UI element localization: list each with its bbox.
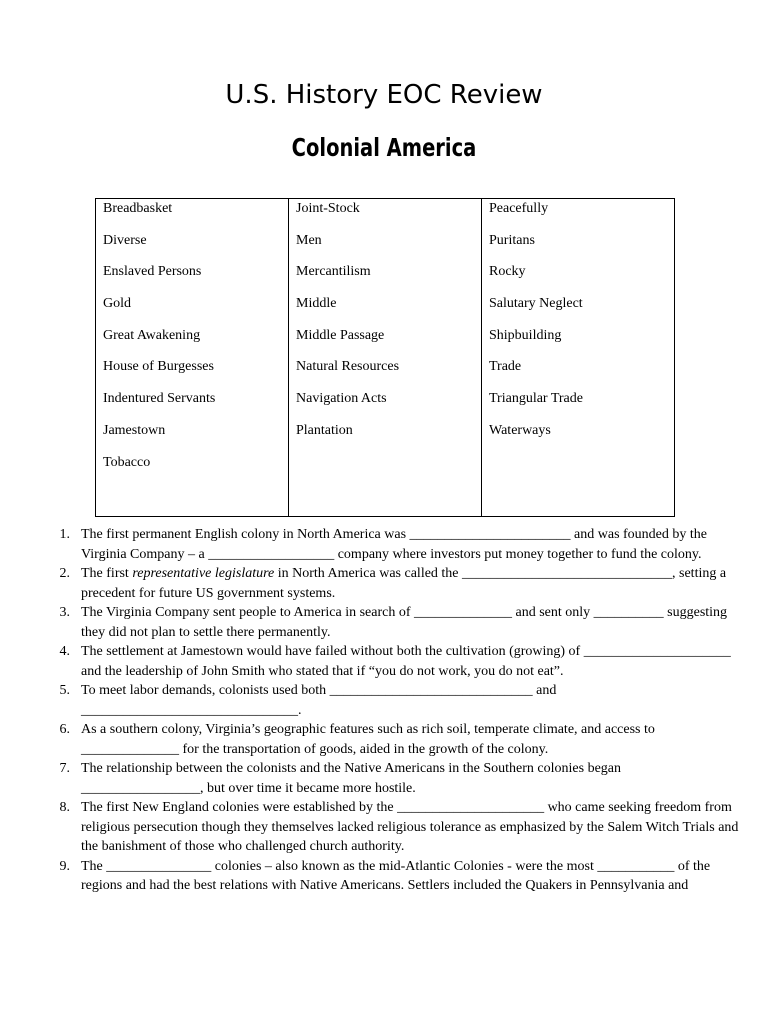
- word-bank-term: Triangular Trade: [489, 391, 583, 407]
- question-number: 8.: [59, 800, 70, 815]
- word-bank-term: Navigation Acts: [296, 391, 387, 407]
- question-emphasis: representative legislature: [132, 566, 275, 581]
- question-text-end: in North America was called the ______________________________, setting a precedent for future US government systems.: [81, 566, 727, 601]
- question-text: To meet labor demands, colonists used both _____________________________ and _______________________________.: [81, 683, 557, 718]
- question-item: [52, 642, 742, 681]
- question-text: The relationship between the colonists and the Native Americans in the Southern colonies began _________________, but over time it became more hostile.: [81, 761, 622, 796]
- word-bank-term: Diverse: [103, 232, 147, 248]
- word-bank-term: Men: [296, 232, 322, 248]
- word-bank-column-3: [482, 199, 674, 516]
- word-bank-term: Great Awakening: [103, 327, 201, 343]
- word-bank-term: Indentured Servants: [103, 391, 216, 407]
- word-bank-term: Trade: [489, 359, 522, 375]
- question-item: [52, 857, 742, 896]
- question-item: [52, 798, 742, 857]
- question-list: [52, 525, 742, 896]
- page-subtitle: Colonial America: [291, 133, 477, 162]
- question-text: The settlement at Jamestown would have failed without both the cultivation (growing) of _____________________ and the leadership of John Smith who stated that if “you do not work, you do not eat”.: [81, 644, 731, 679]
- word-bank-term: Joint-Stock: [296, 201, 360, 216]
- word-bank-term: Puritans: [489, 232, 535, 248]
- question-item: [52, 681, 742, 720]
- word-bank-term: Mercantilism: [296, 264, 371, 280]
- question-text: The _______________ colonies – also known as the mid-Atlantic Colonies - were the most ___________ of the regions and had the best relations with Native Americans. Settlers included the Quakers in Pennsylvania and: [81, 858, 711, 893]
- word-bank-term: Middle: [296, 296, 337, 312]
- question-number: 5.: [59, 683, 70, 698]
- question-number: 2.: [59, 566, 70, 581]
- word-bank-column-1: [96, 199, 289, 516]
- word-bank-column-2: [289, 199, 482, 516]
- question-number: 9.: [59, 858, 70, 874]
- word-bank-term: Jamestown: [103, 422, 166, 438]
- word-bank-term: Natural Resources: [296, 359, 400, 375]
- question-text: The first New England colonies were established by the _____________________ who came seeking freedom from religious persecution though they themselves lacked religious tolerance as emphasized by the Salem Witch Trials and the banishment of those who challenged church authority.: [81, 800, 739, 854]
- question-text: The first permanent English colony in North America was _______________________ and was founded by the Virginia Company – a __________________ company where investors put money together to fund the colony.: [81, 527, 707, 562]
- question-item: [52, 525, 742, 564]
- word-bank-term: Middle Passage: [296, 327, 385, 343]
- word-bank-term: Breadbasket: [103, 201, 173, 216]
- question-number: 7.: [59, 761, 70, 776]
- word-bank-term: Salutary Neglect: [489, 296, 583, 312]
- question-text: As a southern colony, Virginia’s geographic features such as rich soil, temperate climate, and access to ______________ for the transportation of goods, aided in the growth of the colony.: [81, 722, 655, 757]
- page-title: U.S. History EOC Review: [225, 80, 543, 110]
- question-number: 6.: [59, 722, 70, 737]
- word-bank-term: House of Burgesses: [103, 359, 214, 375]
- question-number: 3.: [59, 605, 70, 620]
- question-text: The Virginia Company sent people to America in search of ______________ and sent only __________ suggesting they did not plan to settle there permanently.: [81, 605, 728, 640]
- word-bank-term: Gold: [103, 296, 131, 312]
- question-item: [52, 720, 742, 759]
- word-bank-term: Peacefully: [489, 201, 549, 216]
- question-item: [52, 603, 742, 642]
- word-bank-table: [95, 198, 675, 517]
- word-bank-term: Shipbuilding: [489, 327, 562, 343]
- question-item: [52, 759, 742, 798]
- word-bank-term: Enslaved Persons: [103, 264, 202, 280]
- word-bank-term: Tobacco: [103, 454, 151, 470]
- question-text-start: The first: [81, 566, 133, 581]
- word-bank-term: Waterways: [489, 422, 551, 438]
- word-bank-term: Rocky: [489, 264, 526, 280]
- question-item: [52, 564, 742, 603]
- question-number: 4.: [59, 644, 70, 659]
- word-bank-term: Plantation: [296, 422, 353, 438]
- question-number: 1.: [59, 527, 70, 542]
